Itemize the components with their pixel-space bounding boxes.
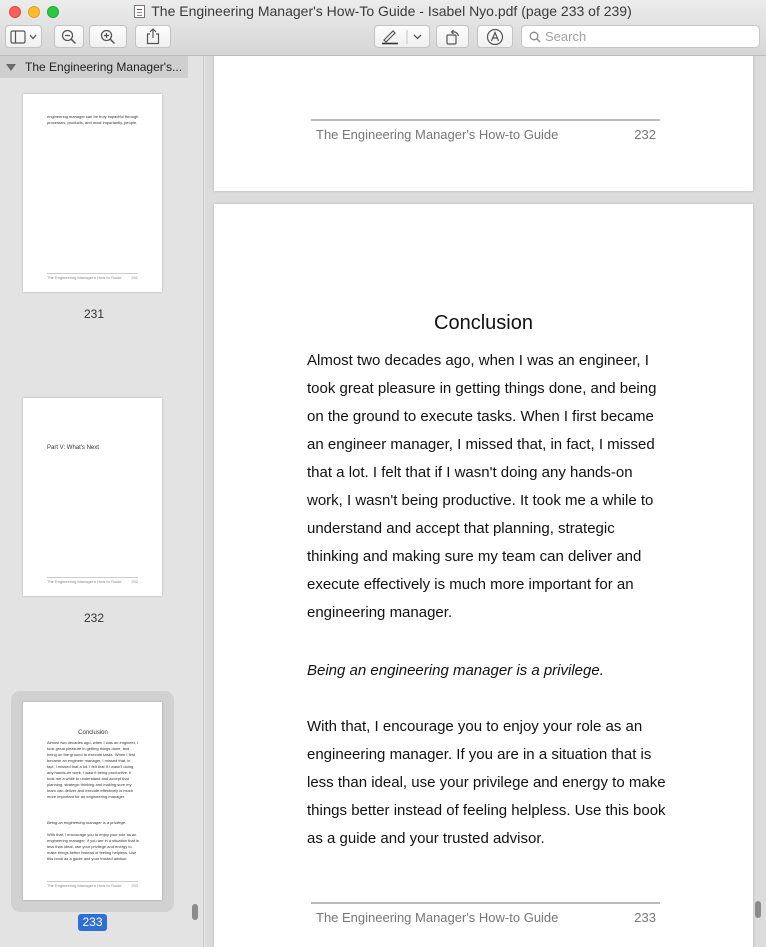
annotate-button[interactable] — [477, 25, 513, 48]
thumbnail-text: Almost two decades ago, when I was an engineer, I took great pleasure in getting things done, and being on the ground to execute tasks. When I first became an engineer manager, I missed that, in fact, I missed that a lot. I felt that if I wasn't doing any hands-on work, I wasn't being productive. It took me a while to understand and accept that planning, strategic thinking and making sure my team can deliver and execute effectively is much more important for an engineering manager. — [47, 740, 139, 799]
thumbnail-text: With that, I encourage you to enjoy your role as an engineering manager. If you are in a situation that is less than ideal, use your privilege and energy to make things better instead of feeling helpless. Use this book as a guide and your trusted advisor. — [47, 832, 139, 861]
chapter-heading: Conclusion — [434, 312, 533, 334]
pdf-page-232 — [214, 56, 753, 191]
page-footer-title: The Engineering Manager's How-to Guide — [316, 910, 559, 925]
thumbnail-sidebar — [0, 56, 204, 947]
document-scrollbar[interactable] — [755, 901, 761, 918]
zoom-in-icon — [100, 29, 116, 45]
thumbnail-footer-rule — [47, 881, 138, 882]
page-footer-rule — [311, 902, 660, 904]
thumbnail-page-label: 232 — [83, 611, 105, 625]
body-paragraph: Almost two decades ago, when I was an engineer, I took great pleasure in getting things done, and being on the ground to execute tasks. When I first became an engineer manager, I missed that, in fact, I missed that a lot. I felt that if I wasn't doing any hands-on work, I wasn't being productive. It took me a while to understand and accept that planning, strategic thinking and making sure my team can deliver and execute effectively is much more important for an engineering manager. — [307, 352, 657, 621]
pdf-page-233 — [214, 204, 753, 947]
search-icon — [529, 31, 541, 43]
window-title — [0, 3, 766, 19]
zoom-out-icon — [61, 29, 77, 45]
thumbnail-footer: The Engineering Manager's How-to Guide — [47, 883, 122, 888]
document-view — [205, 56, 766, 947]
page-footer-rule — [311, 119, 660, 121]
markup-pen-button[interactable] — [374, 25, 430, 48]
page-thumbnail-231[interactable] — [23, 94, 162, 292]
sidebar-icon — [10, 30, 38, 44]
page-number: 232 — [634, 127, 656, 142]
page-thumbnail-232[interactable] — [23, 398, 162, 596]
page-number: 233 — [634, 910, 656, 925]
sidebar-toggle-button[interactable] — [5, 25, 42, 48]
thumbnail-text: engineering manager can be truly impactful through processes, products, and most importantly, people. — [47, 114, 139, 125]
window-title-text: The Engineering Manager's How-To Guide - Isabel Nyo.pdf (page 233 of 239) — [151, 3, 632, 19]
thumbnail-footer: The Engineering Manager's How-to Guide — [47, 579, 122, 584]
thumbnail-heading: Conclusion — [78, 730, 108, 736]
annotate-icon — [486, 28, 504, 46]
share-icon — [146, 28, 160, 45]
search-input[interactable] — [545, 28, 750, 45]
pdf-document-icon — [134, 5, 145, 18]
thumbnail-footer-number: 231 — [131, 275, 138, 280]
markup-pen-icon — [378, 29, 426, 45]
sidebar-document-header[interactable] — [0, 56, 188, 78]
thumbnail-page-label: 231 — [83, 307, 105, 321]
thumbnail-footer-rule — [47, 273, 138, 274]
rotate-button[interactable] — [436, 25, 469, 48]
page-footer-title: The Engineering Manager's How-to Guide — [316, 127, 559, 142]
thumbnail-text: Part V: What's Next — [47, 445, 99, 451]
sidebar-document-title: The Engineering Manager's... — [25, 60, 183, 74]
search-field[interactable] — [521, 25, 760, 48]
disclosure-triangle-icon[interactable] — [6, 64, 16, 71]
body-paragraph: With that, I encourage you to enjoy your role as an engineering manager. If you are in a situation that is less than ideal, use your privilege and energy to make things better instead of feeling helpless. Use this book as a guide and your trusted advisor. — [307, 718, 666, 847]
thumbnail-footer-number: 233 — [131, 883, 138, 888]
sidebar-scrollbar[interactable] — [192, 904, 198, 920]
thumbnail-text: Being an engineering manager is a privilege. — [47, 820, 127, 825]
page-thumbnail-233[interactable] — [23, 702, 162, 900]
zoom-out-button[interactable] — [54, 25, 84, 48]
window-chrome — [0, 0, 766, 56]
share-button[interactable] — [135, 25, 171, 48]
thumbnail-footer-number: 232 — [131, 579, 138, 584]
selected-page-badge: 233 — [78, 914, 107, 931]
zoom-in-button[interactable] — [89, 25, 127, 48]
thumbnail-footer-rule — [47, 577, 138, 578]
thumbnail-footer: The Engineering Manager's How-to Guide — [47, 275, 122, 280]
rotate-icon — [445, 29, 461, 45]
body-paragraph-italic: Being an engineering manager is a privilege. — [307, 662, 604, 679]
